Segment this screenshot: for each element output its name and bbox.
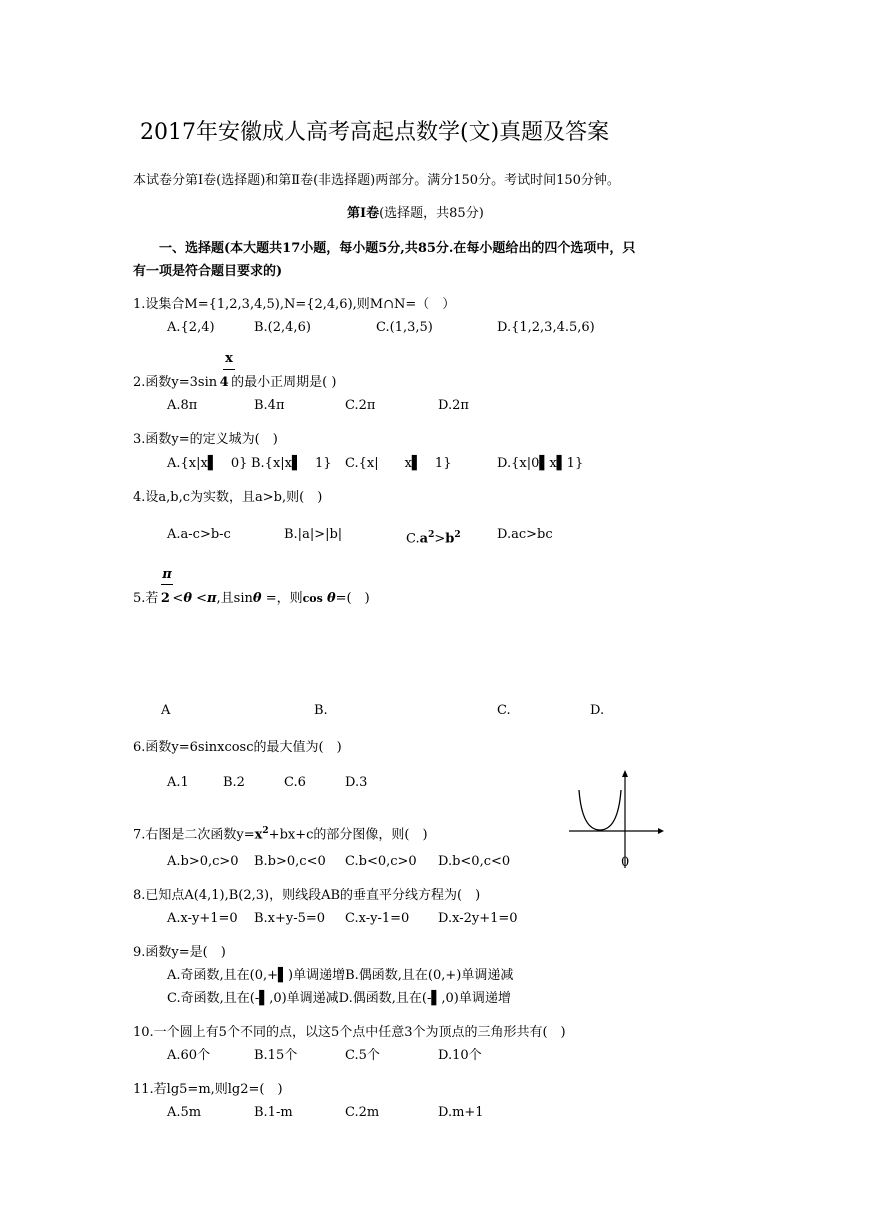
q2-frac-bar: [223, 369, 235, 370]
q5-pi: π: [207, 591, 217, 606]
q10-option-c: C.5个: [345, 1048, 380, 1063]
q3-option-c: C.{x| x▌ 1}: [345, 456, 452, 471]
section-heading-rest: (选择题，共85分): [379, 206, 484, 221]
q7-origin-label: 0: [621, 855, 630, 870]
q1-option-a: A.{2,4): [167, 320, 215, 335]
q8-option-c: C.x-y-1=0: [345, 911, 410, 926]
q3-option-d: D.{x|0▌x▌1}: [497, 456, 584, 471]
q4-option-c-a: a: [419, 531, 429, 547]
q7-stem-pre: 7.右图是二次函数y=: [133, 827, 255, 843]
q4-option-c: [406, 527, 461, 547]
q10-option-d: D.10个: [438, 1048, 482, 1063]
q6-stem: 6.函数y=6sinxcosc的最大值为( ): [133, 740, 342, 755]
q7-x-axis-arrow: [658, 828, 664, 834]
q11-stem: 11.若lg5=m,则lg2=( ): [133, 1082, 283, 1097]
q2-frac-denominator: 4: [219, 375, 229, 390]
q7-exp: 2: [262, 826, 269, 836]
q5-end: =( ): [335, 591, 370, 606]
q5-frac-denominator: 2: [160, 591, 170, 606]
q10-stem: 10.一个圆上有5个不同的点，以这5个点中任意3个为顶点的三角形共有( ): [133, 1025, 566, 1040]
q4-option-a: A.a-c>b-c: [167, 527, 231, 542]
q8-stem: 8.已知点A(4,1),B(2,3)，则线段AB的垂直平分线方程为( ): [133, 888, 481, 903]
q4-stem: 4.设a,b,c为实数，且a>b,则( ): [133, 490, 323, 505]
q2-frac-numerator: x: [225, 351, 233, 366]
q5-theta-3: θ: [326, 591, 336, 606]
q5-mid: ,且sin: [216, 591, 253, 606]
q5-option-d: D.: [590, 703, 605, 718]
q11-option-d: D.m+1: [438, 1105, 484, 1120]
q6-option-b: B.2: [223, 775, 245, 790]
q5-option-a: A: [161, 703, 171, 718]
q4-option-c-exp1: 2: [428, 530, 435, 540]
q3-option-a: A.{x|x▌ 0}: [167, 456, 248, 471]
q7-stem-post: +bx+c的部分图像，则( ): [268, 827, 428, 843]
q7-stem: [133, 823, 428, 843]
q9-options-line2: C.奇函数,且在(-▌,0)单调递减D.偶函数,且在(-▌,0)单调递增: [167, 991, 511, 1006]
q5-cos: cos: [302, 592, 323, 605]
q10-option-a: A.60个: [167, 1048, 211, 1063]
q7-parabola-curve: [579, 790, 621, 830]
q4-option-c-b: b: [445, 531, 455, 547]
q10-option-b: B.15个: [254, 1048, 298, 1063]
q2-stem-pre: 2.函数y=3sin: [133, 375, 218, 390]
q2-option-c: C.2π: [345, 398, 376, 413]
q8-option-a: A.x-y+1=0: [167, 911, 238, 926]
q6-option-c: C.6: [284, 775, 306, 790]
q1-option-c: C.(1,3,5): [376, 320, 433, 335]
q2-option-b: B.4π: [254, 398, 285, 413]
q7-x: x: [254, 827, 263, 843]
q4-option-c-label: C.: [406, 531, 420, 547]
q5-option-b: B.: [314, 703, 328, 718]
q4-option-b: B.|a|>|b|: [284, 527, 343, 542]
q11-option-a: A.5m: [167, 1105, 202, 1120]
section-heading: [347, 206, 484, 222]
q4-option-d: D.ac>bc: [497, 527, 553, 542]
q11-option-c: C.2m: [345, 1105, 380, 1120]
q1-stem: 1.设集合M={1,2,3,4,5),N={2,4,6),则M∩N=（ ）: [133, 297, 456, 312]
q7-option-d: D.b<0,c<0: [438, 854, 511, 869]
q1-option-d: D.{1,2,3,4.5,6): [497, 320, 595, 335]
q5-theta-2: θ: [252, 591, 262, 606]
q5-option-c: C.: [497, 703, 511, 718]
q7-option-c: C.b<0,c>0: [345, 854, 417, 869]
q2-option-d: D.2π: [438, 398, 469, 413]
q3-option-b: B.{x|x▌ 1}: [251, 456, 332, 471]
q9-stem: 9.函数y=是( ): [133, 945, 226, 960]
q1-option-b: B.(2,4,6): [254, 320, 311, 335]
q6-option-d: D.3: [345, 775, 368, 790]
q5-stem-pre: 5.若: [133, 591, 159, 606]
q5-eq: =，则: [265, 591, 303, 606]
q8-option-b: B.x+y-5=0: [254, 911, 326, 926]
q3-stem: 3.函数y=的定义城为( ): [133, 432, 278, 447]
q5-theta-1: θ: [183, 591, 192, 606]
section-heading-bold: 第Ⅰ卷: [347, 206, 380, 221]
q5-frac-numerator: π: [162, 567, 172, 582]
intro-text: 本试卷分第Ⅰ卷(选择题)和第Ⅱ卷(非选择题)两部分。满分150分。考试时间150分钟。: [133, 173, 620, 188]
q2-stem-post: 的最小正周期是( ): [231, 375, 337, 390]
q4-option-c-gt: >: [434, 531, 446, 547]
q2-option-a: A.8π: [167, 398, 198, 413]
q2-stem: [133, 375, 336, 391]
q5-frac-bar: [161, 584, 173, 585]
q5-stem: [133, 591, 370, 607]
q11-option-b: B.1-m: [254, 1105, 293, 1120]
q8-option-d: D.x-2y+1=0: [438, 911, 518, 926]
q9-options-line1: A.奇函数,且在(0,+▌)单调递增B.偶函数,且在(0,+)单调递减: [167, 968, 514, 983]
q7-option-a: A.b>0,c>0: [167, 854, 239, 869]
q7-y-axis-arrow: [622, 770, 628, 777]
part-heading-line2: 有一项是符合题目要求的): [133, 264, 283, 279]
q5-lt2: <: [196, 591, 208, 606]
q4-option-c-exp2: 2: [454, 530, 461, 540]
part-heading-line1: 一、选择题(本大题共17小题，每小题5分,共85分.在每小题给出的四个选项中，只: [159, 241, 636, 256]
q5-lt1: <: [172, 591, 184, 606]
q6-option-a: A.1: [167, 775, 189, 790]
q7-option-b: B.b>0,c<0: [254, 854, 326, 869]
q7-parabola-graph: [566, 768, 666, 868]
page-title: 2017年安徽成人高考高起点数学(文)真题及答案: [140, 120, 610, 145]
